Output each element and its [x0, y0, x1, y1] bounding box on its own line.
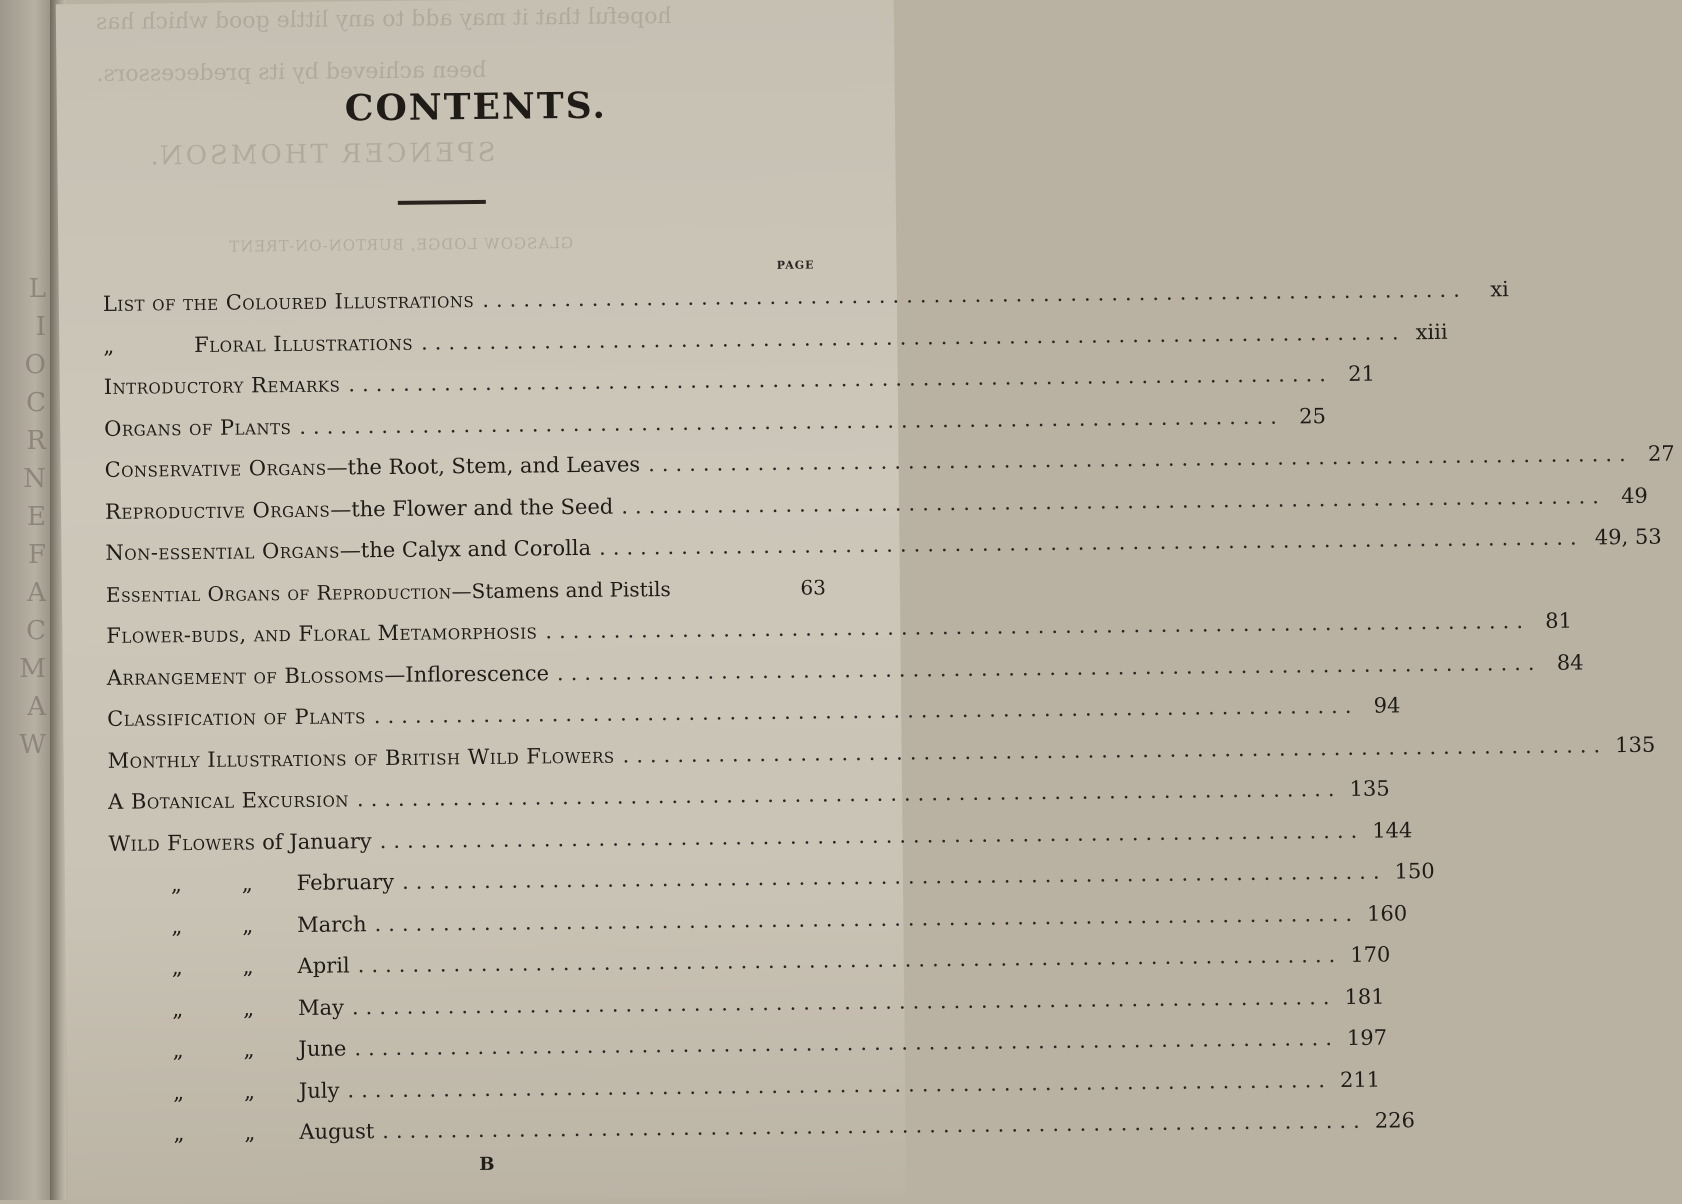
ditto-mark: „ — [242, 954, 254, 979]
page-title: CONTENTS. — [344, 84, 608, 130]
entry-month: March — [297, 911, 367, 937]
dot-leader: ........................................................................ — [299, 404, 1284, 439]
dot-leader: ........................................................................ — [382, 1108, 1367, 1144]
entry-heading: Arrangement of Blossoms — [106, 662, 385, 690]
dot-leader: ........................................................................ — [622, 732, 1608, 768]
em-dash: — — [339, 538, 361, 563]
ditto-mark: „ — [243, 1037, 255, 1062]
bleed-through-text: hopeful that it may add to any little good which has — [95, 3, 672, 36]
entry-heading: Non-essential Organs — [105, 538, 340, 565]
dot-leader: ........................................................................ — [351, 984, 1337, 1019]
em-dash: — — [326, 455, 348, 480]
entry-month: August — [299, 1119, 375, 1144]
entry-detail: the Calyx and Corolla — [360, 535, 592, 563]
entry-title: Classification of Plants — [107, 704, 366, 731]
em-dash: — — [384, 662, 406, 687]
contents-page — [56, 0, 1675, 1204]
ditto-mark: „ — [243, 995, 255, 1021]
entry-page: 135 — [1349, 776, 1390, 801]
entry-page: 211 — [1339, 1067, 1381, 1092]
ditto-mark: „ — [172, 996, 184, 1021]
entry-detail: the Flower and the Seed — [351, 494, 614, 521]
entry-detail: Stamens and Pistils — [471, 576, 671, 603]
entry-page: 84 — [1556, 649, 1584, 675]
dot-leader: ........................................................................ — [357, 943, 1343, 978]
dot-leader: ........................................................................ — [401, 859, 1387, 894]
em-dash: — — [451, 578, 472, 603]
dot-leader: ........................................................................ — [545, 609, 1531, 644]
entry-page: 49, 53 — [1594, 524, 1662, 550]
entry-page: 135 — [1615, 732, 1656, 757]
dot-leader: ........................................................................ — [420, 319, 1406, 355]
entry-page: 170 — [1350, 942, 1391, 967]
entry-month: April — [297, 953, 350, 978]
signature-mark: B — [479, 1153, 495, 1176]
entry-page: 25 — [1299, 403, 1326, 428]
dot-leader: ........................................................................ — [356, 776, 1342, 812]
entry-heading: Essential Organs of Reproduction — [105, 578, 452, 607]
ditto-mark: „ — [103, 333, 115, 358]
entry-page: 63 — [800, 574, 827, 600]
entry-detail: the Root, Stem, and Leaves — [347, 452, 641, 480]
em-dash: — — [330, 496, 352, 522]
entry-page: 94 — [1373, 693, 1401, 718]
table-of-contents — [102, 277, 1675, 1163]
entry-heading: Conservative Organs — [104, 455, 327, 482]
dot-leader: ........................................................................ — [379, 818, 1365, 853]
dot-leader: ........................................................................ — [556, 650, 1542, 685]
bleed-through-text: SPENCER THOMSON. — [147, 137, 496, 172]
ditto-mark: „ — [173, 1079, 185, 1104]
dot-leader: ........................................................................ — [348, 362, 1334, 397]
entry-heading: Reproductive Organs — [104, 497, 331, 524]
ditto-mark: „ — [244, 1120, 256, 1145]
entry-page: 181 — [1344, 984, 1385, 1009]
ditto-mark: „ — [243, 1078, 256, 1104]
entry-page: 144 — [1372, 817, 1413, 843]
ditto-mark: „ — [242, 912, 254, 938]
entry-month: June — [298, 1036, 347, 1061]
entry-month: May — [297, 994, 345, 1020]
entry-page: 150 — [1394, 859, 1435, 884]
entry-page: 49 — [1620, 483, 1648, 508]
entry-month: February — [296, 869, 395, 895]
dot-leader: ........................................................................ — [647, 441, 1633, 477]
dot-leader: ........................................................................ — [598, 525, 1584, 560]
entry-detail: Inflorescence — [405, 660, 550, 687]
entry-title: A Botanical Excursion — [107, 787, 350, 814]
bleed-through-text: GLASGOW LODGE, BURTON-ON-TRENT — [228, 234, 574, 256]
entry-page: 81 — [1545, 608, 1573, 633]
entry-page: 197 — [1346, 1025, 1388, 1050]
entry-title: Flower-buds, and Floral Metamorphosis — [106, 619, 538, 648]
entry-title: Organs of Plants — [104, 414, 292, 441]
ditto-mark: „ — [173, 1121, 185, 1146]
entry-title: Introductory Remarks — [103, 372, 341, 399]
dot-leader: ........................................................................ — [373, 693, 1359, 729]
entry-title: List of the Coloured Illustrations — [102, 288, 475, 316]
entry-title: Floral Illustrations — [194, 330, 414, 357]
bleed-through-text: been achieved by its predecessors. — [96, 57, 487, 87]
ditto-mark: „ — [171, 913, 183, 938]
entry-page: 21 — [1348, 361, 1376, 386]
dot-leader: ........................................................................ — [482, 277, 1467, 312]
dot-leader: ........................................................................ — [347, 1067, 1333, 1102]
entry-month: July — [298, 1078, 340, 1103]
ditto-mark: „ — [170, 872, 182, 897]
ditto-mark: „ — [172, 1038, 184, 1063]
entry-page: 27 — [1647, 441, 1675, 466]
dot-leader: ........................................................................ — [374, 901, 1360, 936]
entry-month: of January — [262, 828, 372, 854]
title-rule — [398, 200, 486, 205]
entry-page: 226 — [1374, 1108, 1415, 1133]
dot-leader: ........................................................................ — [354, 1026, 1340, 1061]
dot-leader: ........................................................................ — [621, 483, 1606, 519]
page-column-label: PAGE — [776, 258, 815, 272]
entry-page: 160 — [1366, 900, 1408, 926]
entry-page: xiii — [1415, 319, 1448, 344]
entry-title: Monthly Illustrations of British Wild Flowers — [107, 743, 615, 773]
ditto-mark: „ — [241, 871, 253, 896]
entry-page: xi — [1490, 277, 1509, 302]
left-page-partial-text: L I O C R N E F A C M A W — [19, 274, 46, 760]
ditto-mark: „ — [171, 955, 183, 980]
entry-prefix: Wild Flowers — [108, 829, 256, 856]
